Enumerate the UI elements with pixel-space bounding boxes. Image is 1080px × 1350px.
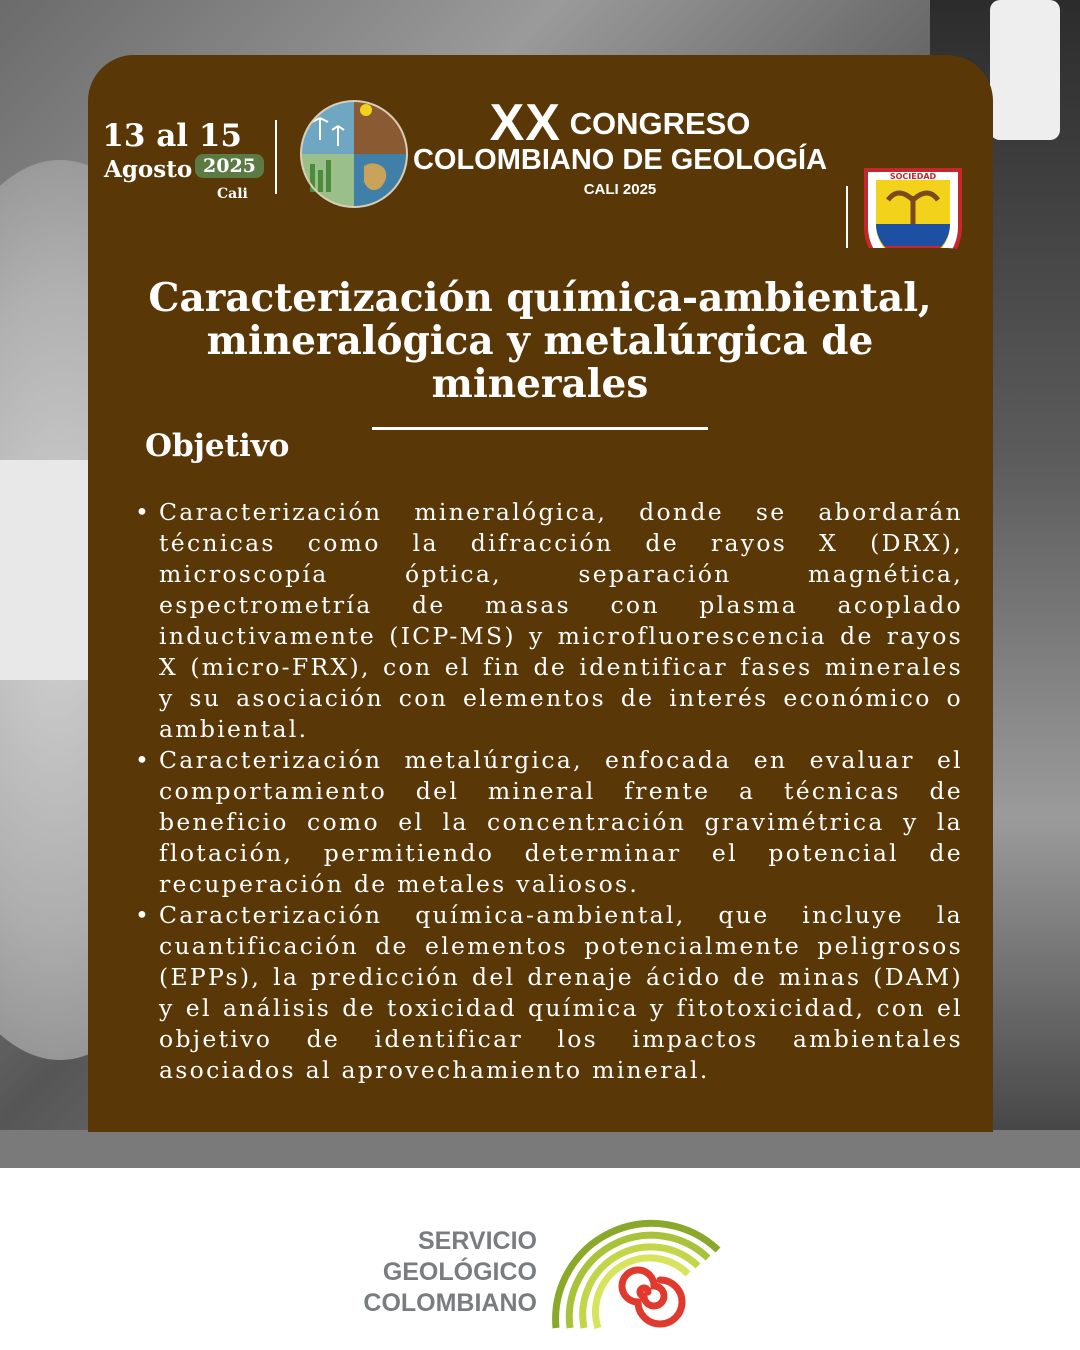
city: Cali [217, 186, 248, 202]
roman-numeral: XX [489, 94, 561, 152]
title-divider [372, 427, 708, 430]
bullet-text: Caracterización metalúrgica, enfocada en evaluar el comportamiento del mineral frente a técnicas de beneficio como el la concentración gravimétrica y la flotación, permitiendo determinar el potencial de recuperación de metales valiosos. [159, 746, 963, 898]
congress-title [410, 94, 830, 201]
sociedad-text-top: SOCIEDAD [889, 172, 937, 181]
bullet-icon: • [135, 901, 152, 929]
month: Agosto [104, 156, 193, 183]
sgc-wordmark [345, 1226, 537, 1319]
congress-title-line1: CONGRESO [569, 106, 751, 141]
list-item [131, 900, 963, 1086]
sgc-line1: SERVICIO [417, 1227, 537, 1255]
page-title: Caracterización química-ambiental, mineralógica y metalúrgica de minerales [148, 275, 932, 407]
background-pipe [990, 0, 1060, 140]
year-badge: 2025 [195, 154, 264, 178]
sgc-spiral-logo-icon [548, 1190, 723, 1330]
section-heading: Objetivo [145, 428, 290, 464]
congress-title-line3: CALI 2025 [583, 181, 657, 198]
bullet-text: Caracterización química-ambiental, que incluye la cuantificación de elementos potencialmente peligrosos (EPPs), la predicción del drenaje ácido de minas (DAM) y el análisis de toxicidad química y fitotoxicidad, con el objetivo de identificar los impactos ambientales asociados al aprovechamiento mineral. [159, 901, 963, 1084]
background-instrument-panel [0, 460, 90, 680]
bullet-icon: • [135, 746, 152, 774]
date-range: 13 al 15 [102, 118, 242, 154]
sgc-line3: COLOMBIANO [363, 1289, 537, 1317]
list-item [131, 497, 963, 745]
sgc-line2: GEOLÓGICO [382, 1258, 537, 1286]
list-item [131, 745, 963, 900]
bullet-icon: • [135, 498, 152, 526]
bullet-text: Caracterización mineralógica, donde se abordarán técnicas como la difracción de rayos X (DRX), microscopía óptica, separación magnética, espectrometría de masas con plasma acoplado inductivamente (ICP-MS) y microfluorescencia de rayos X (micro-FRX), con el fin de identificar fases minerales y su asociación con elementos de interés económico o ambiental. [159, 498, 963, 743]
congress-logo-icon [300, 100, 408, 208]
background-floor [0, 1130, 1080, 1168]
congress-title-line2: COLOMBIANO DE GEOLOGÍA [412, 144, 828, 176]
footer [0, 1168, 1080, 1350]
objective-list [131, 497, 963, 1086]
header-divider-left [275, 120, 277, 194]
